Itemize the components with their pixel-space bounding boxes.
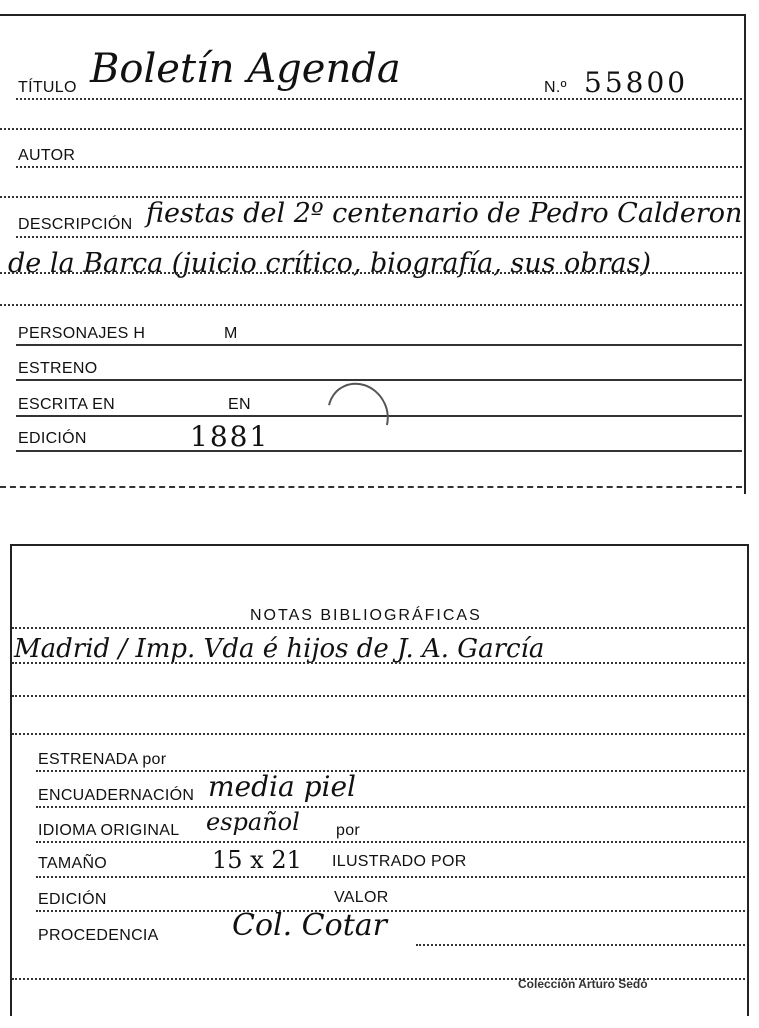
procedencia-label: PROCEDENCIA (38, 927, 159, 944)
encuadernacion-value: media piel (208, 770, 356, 803)
rule-notas-2 (12, 695, 745, 697)
escrita-en-label: ESCRITA EN (18, 396, 115, 413)
tamano-value: 15 x 21 (212, 846, 302, 874)
estrenada-label-main: ESTRENADA (38, 751, 143, 768)
estreno-label: ESTRENO (18, 360, 98, 377)
edicion-value: 1881 (190, 420, 270, 453)
rule-2 (0, 128, 742, 130)
rule-tamano (36, 876, 745, 878)
descripcion-label: DESCRIPCIÓN (18, 216, 133, 233)
rule-desc-3 (0, 304, 742, 306)
rule-notas-0 (12, 627, 745, 629)
en-label: EN (228, 396, 251, 413)
idioma-value: español (206, 808, 300, 836)
valor-label: VALOR (334, 889, 389, 906)
rule-estrenada (36, 770, 745, 772)
rule-personajes (16, 344, 742, 346)
notes-line1: Madrid / Imp. Vda é hijos de J. A. García (14, 634, 545, 664)
tamano-label: TAMAÑO (38, 855, 108, 872)
personajes-m-label: M (224, 325, 238, 342)
rule-edicion-bottom (36, 910, 745, 912)
personajes-label: PERSONAJES H (18, 325, 146, 342)
estrenada-label (38, 751, 166, 769)
edicion-label: EDICIÓN (18, 430, 87, 447)
rule-notas-3 (12, 733, 745, 735)
procedencia-value: Col. Cotar (232, 908, 387, 943)
rule-procedencia (416, 944, 745, 946)
estrenada-label-por: por (142, 751, 167, 768)
rule-notas-1 (12, 662, 745, 664)
autor-label: AUTOR (18, 147, 76, 164)
rule-estreno (16, 379, 742, 381)
titulo-value: Boletín Agenda (90, 46, 401, 92)
rule-idioma (36, 841, 745, 843)
rule-card-bottom (0, 486, 742, 488)
descripcion-value-line2: de la Barca (juicio crítico, biografía, sus obras) (8, 248, 651, 279)
titulo-label: TÍTULO (18, 79, 77, 96)
notas-heading: NOTAS BIBLIOGRÁFICAS (250, 607, 482, 624)
rule-desc-2 (0, 272, 742, 274)
ilustrado-label: ILUSTRADO POR (332, 853, 467, 870)
por-label: por (336, 822, 361, 839)
encuadernacion-label: ENCUADERNACIÓN (38, 787, 195, 804)
collection-credit: Colección Arturo Sedó (518, 977, 648, 991)
idioma-label: IDIOMA ORIGINAL (38, 822, 180, 839)
rule-desc-1 (16, 236, 742, 238)
numero-label: N.º (544, 79, 567, 96)
numero-value: 55800 (584, 66, 689, 99)
edicion-bottom-label: EDICIÓN (38, 891, 107, 908)
rule-edicion (16, 450, 742, 452)
rule-encuadernacion (36, 806, 745, 808)
rule-autor (16, 166, 742, 168)
descripcion-value-line1: fiestas del 2º centenario de Pedro Calderon (146, 198, 743, 229)
rule-titulo (16, 98, 742, 100)
